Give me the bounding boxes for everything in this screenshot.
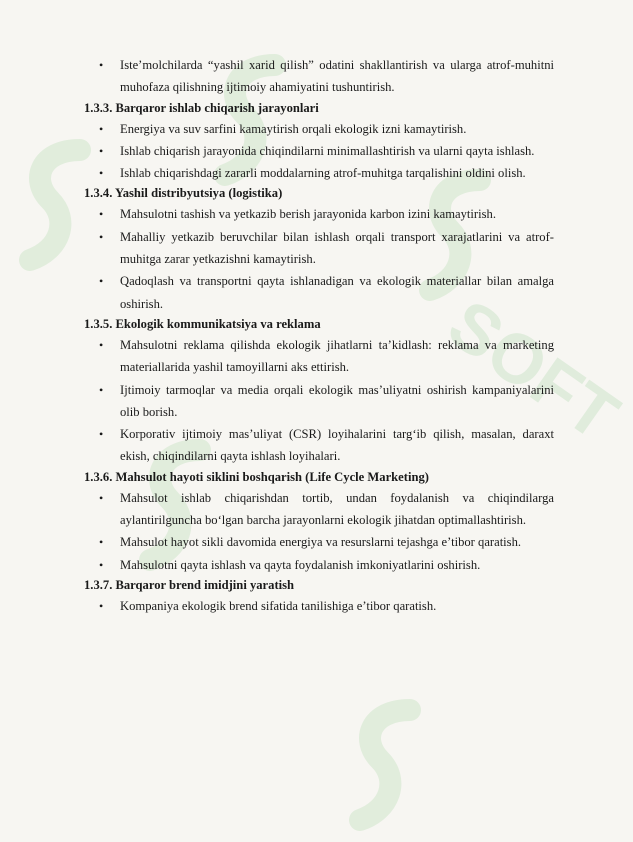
list-item: • Mahalliy yetkazib beruvchilar bilan ishlash orqali transport xarajatlarini va atrof-muhitga zarar yetkazishni kamaytirish. bbox=[87, 226, 554, 271]
document-body bbox=[84, 54, 554, 617]
section-heading: 1.3.7. Barqaror brend imidjini yaratish bbox=[84, 577, 295, 592]
section-heading: 1.3.6. Mahsulot hayoti siklini boshqarish (Life Cycle Marketing) bbox=[84, 469, 429, 484]
section-2-list bbox=[87, 203, 554, 314]
section-0-list bbox=[87, 54, 554, 99]
list-item: • Ishlab chiqarish jarayonida chiqindilarni minimallashtirish va ularni qayta ishlash. bbox=[87, 140, 554, 162]
section-3-list bbox=[87, 334, 554, 468]
list-item: • Energiya va suv sarfini kamaytirish orqali ekologik izni kamaytirish. bbox=[87, 118, 554, 140]
list-item: • Mahsulotni tashish va yetkazib berish jarayonida karbon izini kamaytirish. bbox=[87, 203, 554, 225]
section-5-list bbox=[87, 595, 554, 617]
list-item: • Iste’molchilarda “yashil xarid qilish” odatini shakllantirish va ularga atrof-muhitni muhofaza qilishning ijtimoiy ahamiyatini tushuntirish. bbox=[87, 54, 554, 99]
watermark-text: SOFT bbox=[434, 284, 633, 456]
section-heading: 1.3.3. Barqaror ishlab chiqarish jarayonlari bbox=[84, 100, 319, 115]
watermark-logo bbox=[350, 700, 430, 840]
list-item: • Mahsulot hayot sikli davomida energiya va resurslarni tejashga e’tibor qaratish. bbox=[87, 531, 554, 553]
section-heading: 1.3.5. Ekologik kommunikatsiya va reklama bbox=[84, 316, 321, 331]
section-4-list bbox=[87, 487, 554, 576]
list-item: • Ijtimoiy tarmoqlar va media orqali ekologik mas’uliyatni oshirish kampaniyalarini olib borish. bbox=[87, 379, 554, 424]
list-item: • Qadoqlash va transportni qayta ishlanadigan va ekologik materiallar bilan amalga oshirish. bbox=[87, 270, 554, 315]
list-item: • Kompaniya ekologik brend sifatida tanilishiga e’tibor qaratish. bbox=[87, 595, 554, 617]
list-item: • Ishlab chiqarishdagi zararli moddalarning atrof-muhitga tarqalishini oldini olish. bbox=[87, 162, 554, 184]
list-item: • Mahsulotni qayta ishlash va qayta foydalanish imkoniyatlarini oshirish. bbox=[87, 554, 554, 576]
list-item: • Mahsulot ishlab chiqarishdan tortib, undan foydalanish va chiqindilarga aylantirilguncha bo‘lgan barcha jarayonlarni ekologik jihatdan optimallashtirish. bbox=[87, 487, 554, 532]
section-1-list bbox=[87, 118, 554, 185]
list-item: • Korporativ ijtimoiy mas’uliyat (CSR) loyihalarini targ‘ib qilish, masalan, daraxt ekish, chiqindilarni qayta ishlash loyihalari. bbox=[87, 423, 554, 468]
list-item: • Mahsulotni reklama qilishda ekologik jihatlarni ta’kidlash: reklama va marketing materiallarida yashil tamoyillarni aks ettirish. bbox=[87, 334, 554, 379]
section-heading: 1.3.4. Yashil distribyutsiya (logistika) bbox=[84, 186, 283, 201]
